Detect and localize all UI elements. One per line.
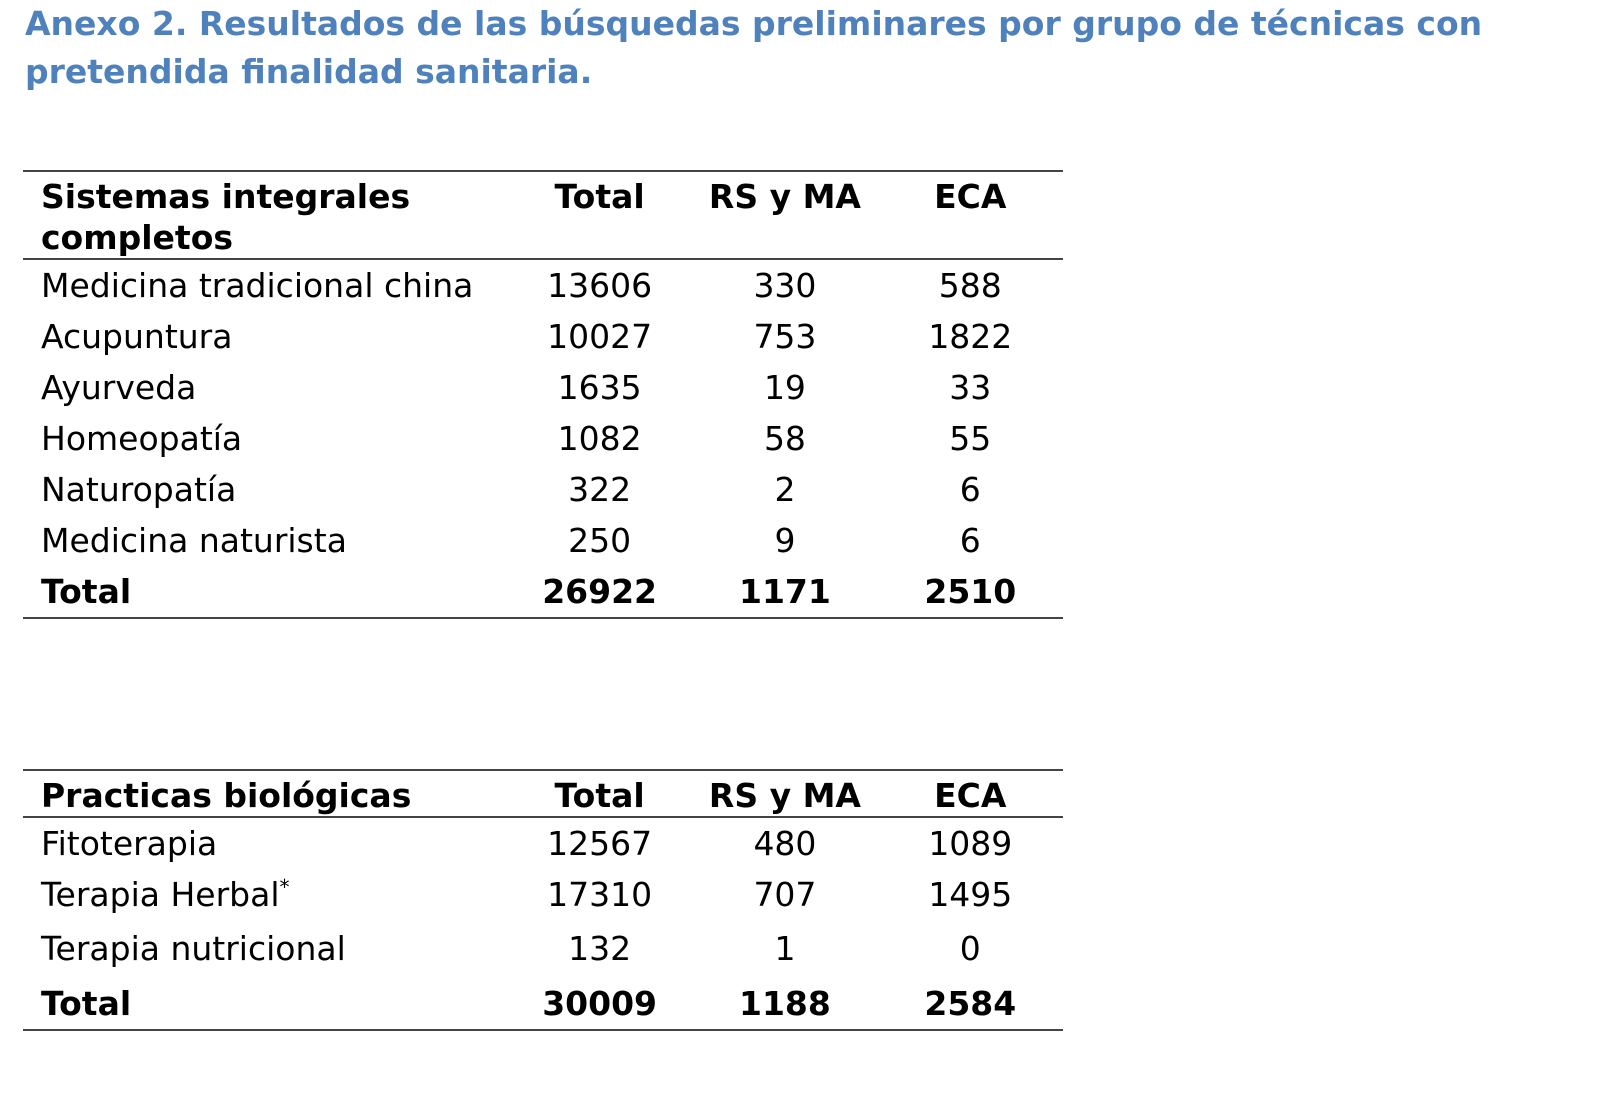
table-row [23,259,1063,311]
row-label: Terapia Herbal [41,875,280,914]
column-header-total: Total [554,776,645,815]
column-header-rs-ma: RS y MA [708,776,861,815]
row-label: Homeopatía [41,419,243,458]
cell-rs-ma: 19 [763,368,806,407]
column-header-group: Practicas biológicas [41,776,412,815]
table-row [23,413,1063,464]
table-header-row [23,171,1063,259]
cell-rs-ma: 330 [753,266,817,305]
cell-rs-ma: 753 [753,317,817,356]
cell-total: 12567 [547,824,653,863]
total-row-total: 30009 [542,984,657,1023]
cell-eca: 588 [938,266,1002,305]
cell-eca: 6 [959,470,981,509]
row-label: Terapia nutricional [41,929,346,968]
cell-eca: 1089 [928,824,1013,863]
cell-rs-ma: 58 [763,419,806,458]
table-row [23,515,1063,566]
table-row [23,362,1063,413]
table-total-row [23,566,1063,618]
results-table-sistemas-integrales [23,170,1063,619]
cell-total: 1082 [557,419,642,458]
table-row [23,920,1063,978]
cell-rs-ma: 480 [753,824,817,863]
total-row-eca: 2584 [924,984,1017,1023]
cell-total: 17310 [547,875,653,914]
total-row-total: 26922 [542,572,657,611]
row-label: Ayurveda [41,368,197,407]
column-header-rs-ma: RS y MA [708,177,861,216]
row-label-cell [23,869,507,920]
cell-rs-ma: 2 [774,470,796,509]
total-row-label: Total [41,572,132,611]
cell-eca: 33 [949,368,992,407]
row-label: Medicina naturista [41,521,347,560]
row-label: Acupuntura [41,317,233,356]
cell-total: 132 [568,929,632,968]
cell-total: 322 [568,470,632,509]
cell-eca: 1822 [928,317,1013,356]
column-header-total: Total [554,177,645,216]
table-row [23,464,1063,515]
table-row [23,817,1063,869]
column-header-eca: ECA [934,177,1007,216]
footnote-mark: * [279,875,290,899]
row-label: Fitoterapia [41,824,218,863]
cell-rs-ma: 1 [774,929,796,968]
cell-total: 10027 [547,317,653,356]
total-row-rs-ma: 1188 [739,984,831,1023]
table-header-row [23,770,1063,817]
total-row-eca: 2510 [924,572,1017,611]
cell-total: 1635 [557,368,642,407]
table-total-row [23,978,1063,1030]
cell-eca: 1495 [928,875,1013,914]
cell-eca: 0 [959,929,981,968]
cell-rs-ma: 707 [753,875,817,914]
column-header-group: Sistemas integrales completos [41,177,411,257]
cell-eca: 55 [949,419,992,458]
cell-eca: 6 [959,521,981,560]
page-heading: Anexo 2. Resultados de las búsquedas preliminares por grupo de técnicas con pretendida finalidad sanitaria. [25,4,1483,91]
table-row [23,869,1063,920]
cell-total: 250 [568,521,632,560]
total-row-label: Total [41,984,132,1023]
total-row-rs-ma: 1171 [739,572,831,611]
column-header-eca: ECA [934,776,1007,815]
table-row [23,311,1063,362]
cell-total: 13606 [547,266,653,305]
cell-rs-ma: 9 [774,521,796,560]
row-label: Naturopatía [41,470,237,509]
row-label: Medicina tradicional china [41,266,474,305]
results-table-practicas-biologicas [23,769,1063,1031]
